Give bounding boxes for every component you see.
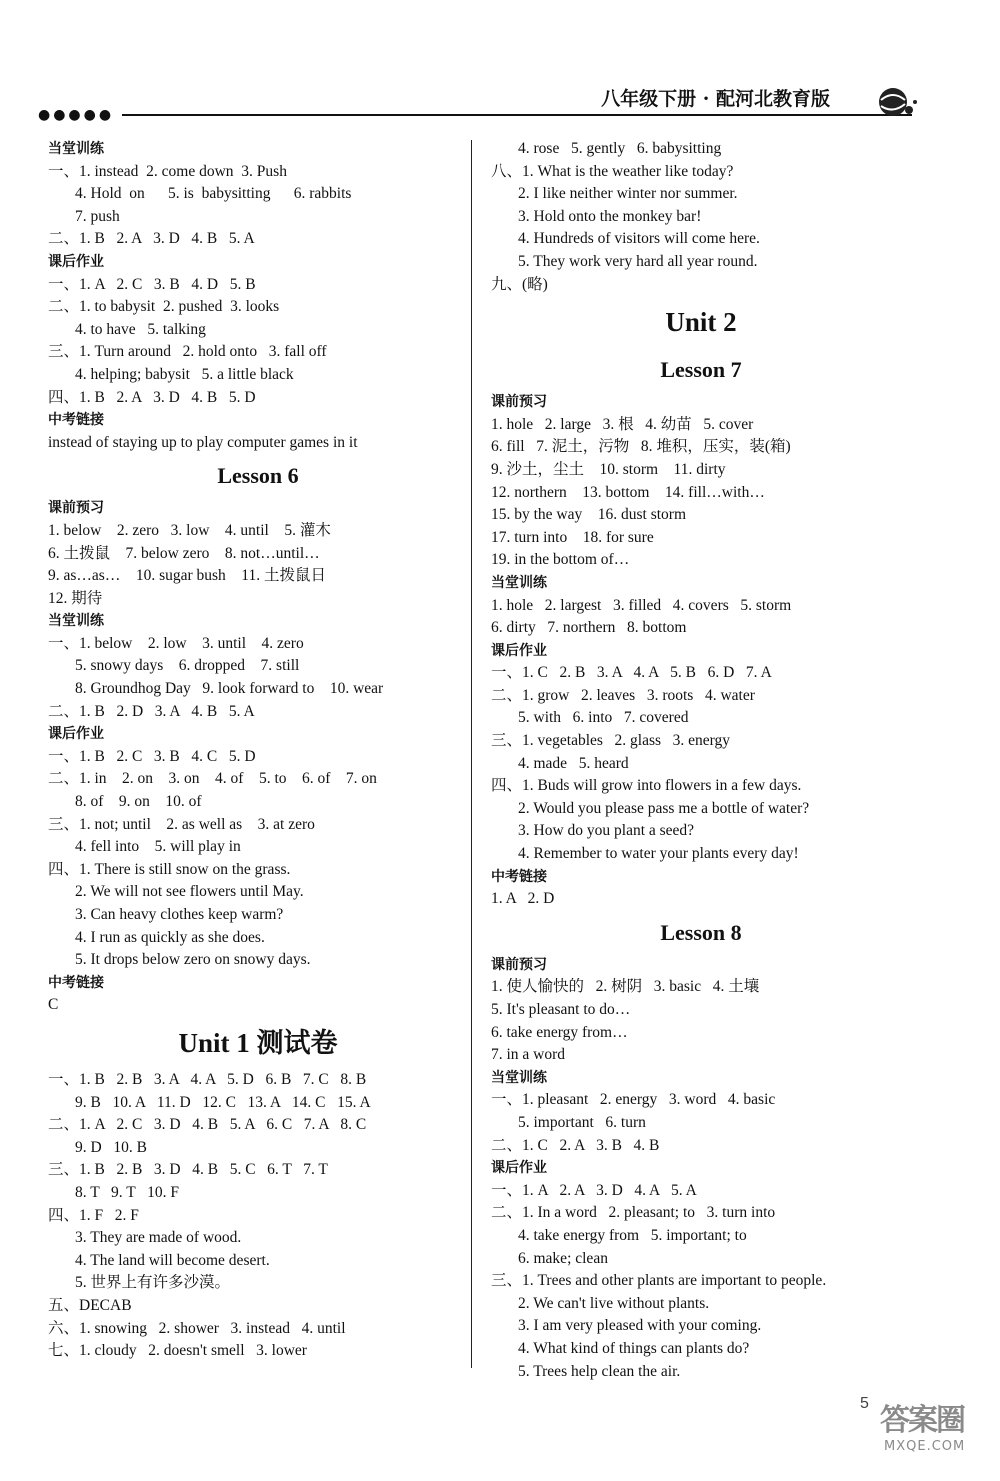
answer-line: 二、1. In a word 2. pleasant; to 3. turn into [491, 1204, 776, 1222]
header-dots: ●●●●● [38, 107, 115, 123]
answer-line: 12. 期待 [48, 589, 103, 607]
answer-line: 四、1. F 2. F [48, 1206, 139, 1224]
answer-line: 8. of 9. on 10. of [75, 793, 202, 811]
answer-line: 一、1. C 2. B 3. A 4. A 5. B 6. D 7. A [491, 664, 772, 682]
answer-line: 7. in a word [491, 1046, 566, 1064]
answer-line: 二、1. B 2. A 3. D 4. B 5. A [48, 230, 255, 248]
answer-line: 2. Would you please pass me a bottle of water? [518, 799, 810, 817]
answer-line: 九、(略) [491, 275, 548, 293]
lesson-heading: Lesson 8 [660, 919, 742, 945]
answer-line: 5. with 6. into 7. covered [518, 709, 689, 727]
answer-line: 一、1. pleasant 2. energy 3. word 4. basic [491, 1091, 776, 1109]
answer-line: 一、1. A 2. C 3. B 4. D 5. B [48, 275, 256, 293]
section-subheading: 当堂训练 [491, 1069, 547, 1086]
answer-line: 6. make; clean [518, 1249, 608, 1267]
answer-line: 一、1. A 2. A 3. D 4. A 5. A [491, 1181, 697, 1199]
answer-line: 2. We will not see flowers until May. [75, 883, 304, 901]
answer-line: 4. The land will become desert. [75, 1251, 270, 1269]
answer-line: 12. northern 13. bottom 14. fill…with… [491, 483, 765, 501]
answer-line: 四、1. B 2. A 3. D 4. B 5. D [48, 388, 256, 406]
section-subheading: 当堂训练 [48, 141, 104, 157]
answer-line: 2. I like neither winter nor summer. [518, 185, 738, 203]
answer-line: 4. rose 5. gently 6. babysitting [518, 140, 722, 157]
answer-line: 二、1. grow 2. leaves 3. roots 4. water [491, 686, 755, 704]
answer-line: 4. helping; babysit 5. a little black [75, 365, 294, 383]
answer-line: 四、1. Buds will grow into flowers in a few days. [491, 777, 802, 795]
answer-line: 15. by the way 16. dust storm [491, 506, 687, 524]
answer-line: 3. Can heavy clothes keep warm? [75, 906, 284, 923]
answer-line: 4. made 5. heard [518, 754, 629, 772]
answer-line: 6. dirty 7. northern 8. bottom [491, 619, 687, 637]
answer-line: 4. Hold on 5. is babysitting 6. rabbits [75, 185, 352, 203]
column-divider [471, 140, 472, 1368]
answer-line: 4. What kind of things can plants do? [518, 1339, 750, 1357]
section-subheading: 课后作业 [491, 1160, 547, 1177]
answer-line: 1. hole 2. large 3. 根 4. 幼苗 5. cover [491, 415, 754, 433]
section-subheading: 课后作业 [491, 642, 547, 659]
answer-line: 三、1. Trees and other plants are important to people. [491, 1272, 827, 1290]
section-subheading: 中考链接 [48, 974, 104, 991]
unit-heading: Unit 2 [665, 307, 737, 338]
answer-line: 三、1. vegetables 2. glass 3. energy [491, 732, 731, 750]
answer-line: 8. T 9. T 10. F [75, 1183, 179, 1201]
answer-line: 3. They are made of wood. [75, 1229, 242, 1247]
answer-line: 19. in the bottom of… [491, 551, 630, 569]
header-rule [122, 114, 912, 116]
answer-line: 二、1. C 2. A 3. B 4. B [491, 1136, 660, 1154]
answer-line: 二、1. in 2. on 3. on 4. of 5. to 6. of 7. on [48, 770, 377, 788]
header-title: 八年级下册 · 配河北教育版 [601, 88, 830, 110]
answer-line: 4. Remember to water your plants every day! [518, 845, 799, 863]
answer-line: 4. fell into 5. will play in [75, 838, 241, 856]
globe-logo-icon [875, 80, 919, 124]
answer-line: 2. We can't live without plants. [518, 1294, 710, 1312]
answer-line: 三、1. not; until 2. as well as 3. at zero [48, 815, 315, 833]
answer-line: 四、1. There is still snow on the grass. [48, 860, 291, 878]
answer-line: 6. 土拨鼠 7. below zero 8. not…until… [48, 544, 320, 562]
answer-line: 5. It drops below zero on snowy days. [75, 951, 311, 969]
answer-line: 9. 沙土，尘土 10. storm 11. dirty [491, 460, 726, 478]
watermark [880, 1395, 990, 1475]
answer-line: 5. 世界上有许多沙漠。 [75, 1274, 231, 1292]
answer-line: 7. push [75, 207, 120, 225]
lesson-heading: Lesson 6 [217, 463, 299, 489]
answer-line: 一、1. below 2. low 3. until 4. zero [48, 634, 304, 652]
watermark-logo-text: 答案圈 [880, 1403, 964, 1438]
answer-line: 9. B 10. A 11. D 12. C 13. A 14. C 15. A [75, 1093, 371, 1111]
answer-line: 9. as…as… 10. sugar bush 11. 土拨鼠日 [48, 567, 326, 585]
left-column [48, 138, 468, 1363]
section-subheading: 课后作业 [48, 726, 104, 743]
section-subheading: 当堂训练 [491, 574, 547, 591]
page-header [30, 80, 960, 123]
section-subheading: 中考链接 [491, 868, 547, 885]
section-subheading: 课前预习 [491, 956, 547, 973]
answer-line: 5. important 6. turn [518, 1113, 646, 1131]
section-subheading: 课后作业 [48, 253, 104, 270]
section-subheading: 课前预习 [48, 500, 104, 517]
answer-line: 5. Trees help clean the air. [518, 1362, 681, 1380]
answer-line: instead of staying up to play computer games in it [48, 433, 358, 451]
answer-line: 三、1. B 2. B 3. D 4. B 5. C 6. T 7. T [48, 1161, 328, 1179]
section-subheading: 课前预习 [491, 394, 547, 411]
answer-line: 八、1. What is the weather like today? [491, 162, 734, 180]
answer-line: 5. snowy days 6. dropped 7. still [75, 657, 300, 675]
right-column [491, 138, 911, 1383]
answer-line: C [48, 996, 59, 1014]
answer-line: 六、1. snowing 2. shower 3. instead 4. until [48, 1319, 346, 1337]
watermark-url: MXQE.COM [884, 1439, 966, 1454]
answer-line: 6. take energy from… [491, 1023, 628, 1041]
answer-line: 七、1. cloudy 2. doesn't smell 3. lower [48, 1342, 307, 1360]
answer-line: 9. D 10. B [75, 1138, 147, 1156]
answer-line: 1. below 2. zero 3. low 4. until 5. 灌木 [48, 521, 331, 539]
answer-line: 三、1. Turn around 2. hold onto 3. fall off [48, 343, 327, 361]
answer-line: 4. Hundreds of visitors will come here. [518, 230, 760, 248]
answer-line: 4. I run as quickly as she does. [75, 928, 265, 946]
answer-line: 二、1. to babysit 2. pushed 3. looks [48, 298, 280, 316]
answer-line: 4. to have 5. talking [75, 320, 206, 338]
answer-line: 1. A 2. D [491, 890, 555, 908]
unit-heading: Unit 1 测试卷 [178, 1027, 338, 1058]
answer-line: 3. I am very pleased with your coming. [518, 1317, 762, 1335]
answer-line: 一、1. B 2. C 3. B 4. C 5. D [48, 747, 256, 765]
answer-line: 一、1. B 2. B 3. A 4. A 5. D 6. B 7. C 8. B [48, 1070, 367, 1088]
answer-line: 6. fill 7. 泥土，污物 8. 堆积，压实，装(箱) [491, 438, 791, 456]
lesson-heading: Lesson 7 [660, 357, 742, 383]
answer-line: 1. hole 2. largest 3. filled 4. covers 5. storm [491, 596, 792, 614]
answer-line: 一、1. instead 2. come down 3. Push [48, 162, 287, 180]
answer-line: 4. take energy from 5. important; to [518, 1226, 747, 1244]
answer-line: 17. turn into 18. for sure [491, 528, 654, 546]
answer-line: 二、1. B 2. D 3. A 4. B 5. A [48, 702, 255, 720]
answer-line: 8. Groundhog Day 9. look forward to 10. wear [75, 680, 384, 698]
answer-line: 3. How do you plant a seed? [518, 822, 695, 840]
answer-line: 1. 使人愉快的 2. 树阴 3. basic 4. 土壤 [491, 978, 760, 996]
answer-line: 五、DECAB [48, 1296, 132, 1314]
page-number: 5 [860, 1395, 869, 1412]
section-subheading: 中考链接 [48, 412, 104, 429]
section-subheading: 当堂训练 [48, 613, 104, 630]
answer-line: 3. Hold onto the monkey bar! [518, 207, 702, 225]
answer-line: 5. It's pleasant to do… [491, 1001, 631, 1018]
answer-line: 二、1. A 2. C 3. D 4. B 5. A 6. C 7. A 8. C [48, 1116, 367, 1134]
answer-line: 5. They work very hard all year round. [518, 252, 758, 270]
